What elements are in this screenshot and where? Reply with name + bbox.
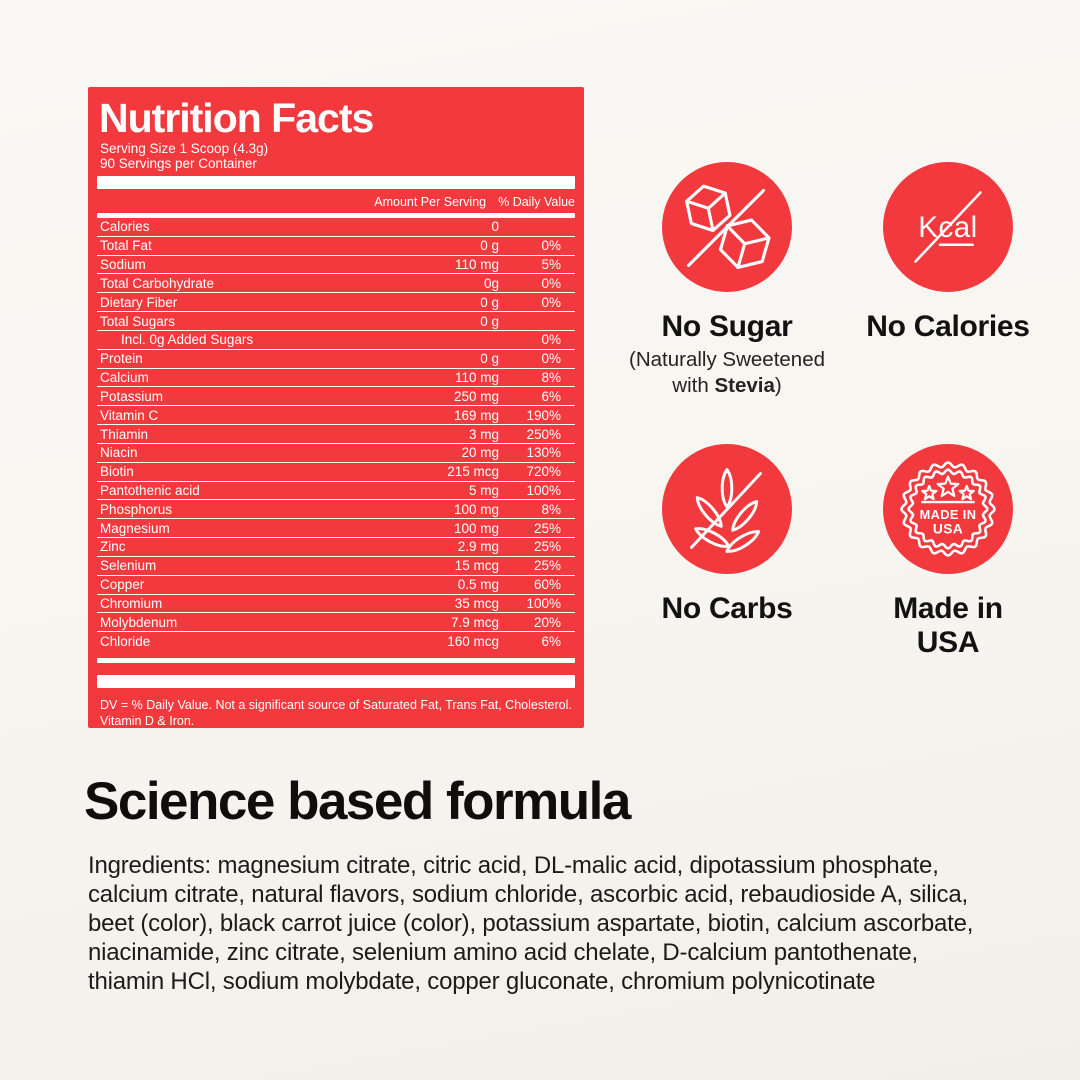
footnote-line2: Vitamin D & Iron. — [100, 713, 195, 728]
row-amount: 5 mg — [468, 483, 499, 498]
row-name: Pantothenic acid — [100, 483, 200, 498]
badge-label-made-in-usa: Made in USA — [893, 592, 1003, 659]
row-daily-value: 25% — [533, 558, 561, 574]
nutrition-row — [97, 369, 575, 388]
row-amount: 250 mg — [453, 388, 499, 404]
row-name: Biotin — [100, 464, 134, 480]
nutrition-row — [97, 576, 575, 595]
row-daily-value: 250% — [526, 426, 561, 442]
divider-bar — [97, 675, 575, 688]
nutrition-row — [97, 557, 575, 576]
row-name: Incl. 0g Added Sugars — [121, 332, 254, 348]
row-amount: 169 mg — [453, 407, 499, 423]
row-name: Calories — [100, 219, 150, 235]
row-name: Chloride — [100, 633, 151, 649]
row-daily-value: 20% — [533, 614, 561, 630]
column-header-daily-value: % Daily Value — [498, 195, 575, 209]
row-name: Protein — [100, 351, 143, 367]
row-amount: 100 mg — [453, 520, 499, 536]
row-daily-value: 0% — [541, 351, 561, 367]
row-name: Copper — [100, 577, 145, 593]
row-daily-value: 0% — [541, 275, 561, 291]
divider-bar — [97, 658, 575, 663]
row-amount: 160 mcg — [447, 633, 499, 649]
row-amount: 15 mcg — [454, 558, 499, 574]
row-amount: 215 mcg — [447, 464, 499, 480]
row-name: Total Carbohydrate — [100, 275, 215, 291]
row-name: Potassium — [100, 388, 164, 404]
column-header-amount: Amount Per Serving — [374, 195, 487, 209]
row-amount: 3 mg — [468, 426, 499, 442]
nutrition-row — [97, 274, 575, 293]
nutrition-row — [97, 218, 575, 237]
row-name: Dietary Fiber — [100, 294, 178, 310]
row-amount: 100 mg — [453, 501, 499, 517]
row-name: Sodium — [100, 257, 146, 273]
row-amount: 110 mg — [454, 370, 499, 386]
no-calories-icon — [883, 162, 1013, 292]
row-name: Molybdenum — [100, 614, 178, 630]
nutrition-row — [97, 406, 575, 425]
row-amount: 0 g — [480, 294, 499, 310]
nutrition-row — [97, 482, 575, 501]
nutrition-row — [97, 237, 575, 256]
row-amount: 110 mg — [454, 257, 499, 273]
row-name: Niacin — [100, 445, 138, 461]
badge-no-sugar — [607, 162, 847, 399]
servings-per-container: 90 Servings per Container — [100, 156, 257, 171]
sub-line1: (Naturally Sweetened — [629, 348, 825, 371]
nutrition-row — [97, 293, 575, 312]
row-amount: 7.9 mcg — [450, 614, 499, 630]
nutrition-row — [97, 500, 575, 519]
row-name: Phosphorus — [100, 501, 173, 517]
sub-line2-stevia: Stevia — [714, 374, 775, 397]
column-headers — [97, 196, 575, 209]
nutrition-row — [97, 519, 575, 538]
row-daily-value: 0% — [541, 332, 561, 348]
row-name: Zinc — [100, 539, 126, 555]
row-amount: 0 — [491, 219, 499, 235]
nutrition-row — [97, 538, 575, 557]
row-name: Chromium — [100, 595, 163, 611]
row-amount: 20 mg — [461, 445, 499, 461]
row-daily-value: 6% — [541, 633, 561, 649]
nutrition-row — [97, 595, 575, 614]
row-name: Magnesium — [100, 520, 170, 536]
nutrition-row — [97, 613, 575, 632]
daily-value-footnote — [100, 698, 575, 728]
row-amount: 35 mcg — [454, 595, 499, 611]
badge-made-in-usa — [828, 444, 1068, 660]
badge-no-calories — [828, 162, 1068, 344]
divider-bar — [97, 176, 575, 189]
row-name: Selenium — [100, 558, 157, 574]
row-daily-value: 0% — [541, 294, 561, 310]
nutrition-row — [97, 256, 575, 275]
badge-label-no-sugar: No Sugar — [661, 310, 793, 343]
row-amount: 0 g — [480, 313, 499, 329]
row-daily-value: 25% — [533, 520, 561, 536]
row-daily-value: 720% — [526, 464, 561, 480]
row-amount: 0.5 mg — [457, 577, 499, 593]
nutrition-row — [97, 350, 575, 369]
nutrition-row — [97, 312, 575, 331]
nutrition-row — [97, 444, 575, 463]
row-name: Total Fat — [100, 238, 152, 254]
row-amount: 2.9 mg — [457, 539, 499, 555]
badge-no-carbs — [607, 444, 847, 626]
row-amount: 0 g — [480, 351, 499, 367]
nutrition-row — [97, 331, 575, 350]
nutrition-rows — [97, 218, 575, 650]
no-carbs-icon — [662, 444, 792, 574]
ingredients-text: Ingredients: magnesium citrate, citric acid, DL-malic acid, dipotassium phosphate, calcium citrate, natural flavors, sodium chloride, ascorbic acid, rebaudioside A, silica, beet (color), black carrot juice (color), potassium aspartate, biotin, calcium ascorbate, niacinamide, zinc citrate, selenium amino acid chelate, D-calcium pantothenate, thiamin HCl, sodium molybdate, copper gluconate, chromium polynicotinate — [88, 852, 974, 995]
sub-line2-post: ) — [774, 374, 782, 397]
row-daily-value: 0% — [541, 238, 561, 254]
nutrition-row — [97, 632, 575, 650]
footnote-line1: DV = % Daily Value. Not a significant source of Saturated Fat, Trans Fat, Cholesterol. — [100, 698, 572, 712]
row-name: Calcium — [100, 370, 149, 386]
svg-text:Kcal: Kcal — [918, 210, 978, 244]
nutrition-facts-title: Nutrition Facts — [99, 95, 374, 141]
row-name: Total Sugars — [100, 313, 176, 329]
row-daily-value: 130% — [526, 445, 561, 461]
svg-text:MADE IN: MADE IN — [919, 506, 977, 522]
row-daily-value: 6% — [541, 388, 561, 404]
badge-label-no-calories: No Calories — [866, 310, 1030, 343]
row-daily-value: 60% — [533, 577, 561, 593]
made-in-usa-icon — [883, 444, 1013, 574]
no-sugar-icon — [662, 162, 792, 292]
nutrition-facts-label — [88, 87, 584, 728]
nutrition-row — [97, 387, 575, 406]
row-daily-value: 25% — [533, 539, 561, 555]
badge-sub-no-sugar — [607, 347, 847, 399]
svg-text:USA: USA — [932, 521, 964, 537]
row-daily-value: 100% — [526, 483, 561, 498]
row-daily-value: 190% — [526, 407, 561, 423]
nutrition-row — [97, 463, 575, 482]
row-daily-value: 5% — [541, 257, 561, 273]
sub-line2-pre: with — [672, 374, 715, 397]
row-amount: 0 g — [480, 238, 499, 254]
badge-label-no-carbs: No Carbs — [661, 592, 793, 625]
row-name: Thiamin — [100, 426, 149, 442]
row-name: Vitamin C — [100, 407, 159, 423]
section-heading: Science based formula — [84, 772, 630, 831]
row-amount: 0g — [483, 275, 499, 291]
row-daily-value: 8% — [541, 501, 561, 517]
nutrition-row — [97, 425, 575, 444]
row-daily-value: 100% — [526, 595, 561, 611]
serving-size: Serving Size 1 Scoop (4.3g) — [100, 141, 269, 156]
row-daily-value: 8% — [541, 370, 561, 386]
